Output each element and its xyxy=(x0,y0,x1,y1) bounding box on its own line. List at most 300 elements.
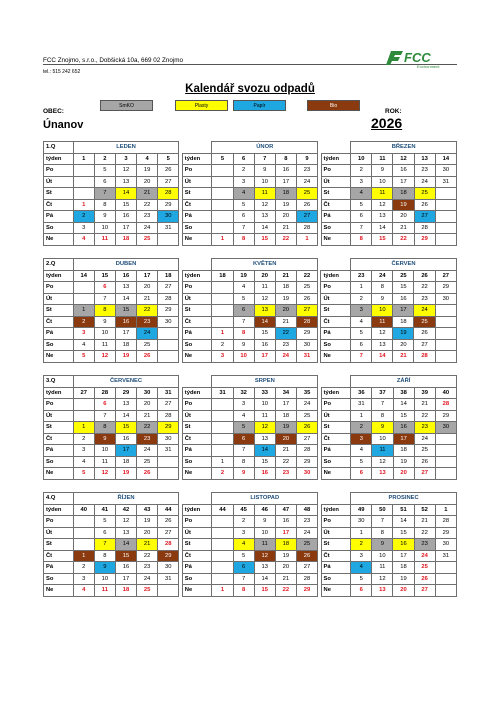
month-name: SRPEN xyxy=(212,376,318,388)
day-cell: 25 xyxy=(137,339,158,351)
day-cell: 14 xyxy=(115,188,136,200)
day-cell: 4 xyxy=(233,188,254,200)
table-row xyxy=(44,305,457,317)
day-label: So xyxy=(44,339,74,351)
week-number: 20 xyxy=(254,270,275,282)
day-cell: 4 xyxy=(351,188,372,200)
day-cell: 4 xyxy=(233,282,254,294)
day-cell: 1 xyxy=(351,527,372,539)
day-cell: 21 xyxy=(137,539,158,551)
day-cell: 23 xyxy=(414,539,435,551)
day-cell: 7 xyxy=(233,316,254,328)
week-number: 7 xyxy=(254,153,275,165)
legend-papir: Papír xyxy=(233,100,286,111)
day-cell: 8 xyxy=(233,456,254,468)
week-number: 41 xyxy=(94,504,115,516)
blank-cell xyxy=(182,142,212,154)
day-cell: 16 xyxy=(393,422,414,434)
day-cell: 23 xyxy=(414,293,435,305)
week-number: 21 xyxy=(275,270,296,282)
day-cell: 16 xyxy=(115,433,136,445)
quarter-table xyxy=(43,492,457,597)
day-cell: 10 xyxy=(372,550,393,562)
day-cell: 15 xyxy=(115,199,136,211)
day-cell: 14 xyxy=(372,351,393,363)
day-cell: 2 xyxy=(212,468,233,480)
day-cell: 27 xyxy=(296,433,317,445)
week-number: 42 xyxy=(115,504,136,516)
day-cell: 7 xyxy=(233,573,254,585)
day-cell: 17 xyxy=(254,351,275,363)
day-cell xyxy=(212,445,233,457)
day-cell: 22 xyxy=(275,234,296,246)
day-label: Út xyxy=(321,293,351,305)
day-cell: 3 xyxy=(233,399,254,411)
day-cell: 17 xyxy=(275,176,296,188)
table-row xyxy=(44,328,457,340)
week-number: 52 xyxy=(414,504,435,516)
day-label: Út xyxy=(44,527,74,539)
day-label: Út xyxy=(182,176,212,188)
day-label: St xyxy=(182,188,212,200)
day-cell: 18 xyxy=(115,456,136,468)
day-cell: 22 xyxy=(137,422,158,434)
day-label: So xyxy=(182,222,212,234)
day-label: Čt xyxy=(182,199,212,211)
week-number: 43 xyxy=(137,504,158,516)
day-cell: 1 xyxy=(73,305,94,317)
day-cell xyxy=(212,562,233,574)
day-cell xyxy=(212,433,233,445)
day-cell: 17 xyxy=(115,328,136,340)
day-cell: 11 xyxy=(254,410,275,422)
table-row xyxy=(44,468,457,480)
day-cell: 5 xyxy=(351,456,372,468)
day-cell: 7 xyxy=(94,293,115,305)
day-cell: 6 xyxy=(233,211,254,223)
day-cell: 23 xyxy=(137,433,158,445)
day-cell: 21 xyxy=(275,445,296,457)
day-cell: 31 xyxy=(158,222,179,234)
day-cell: 22 xyxy=(275,456,296,468)
quarter-label: 2.Q xyxy=(44,259,74,271)
day-cell: 16 xyxy=(275,165,296,177)
day-cell: 19 xyxy=(275,293,296,305)
day-cell: 20 xyxy=(393,339,414,351)
day-cell: 2 xyxy=(73,562,94,574)
day-cell: 21 xyxy=(393,351,414,363)
day-cell xyxy=(73,527,94,539)
day-cell: 12 xyxy=(115,165,136,177)
week-number: 18 xyxy=(212,270,233,282)
day-cell: 28 xyxy=(435,516,456,528)
day-cell: 3 xyxy=(351,176,372,188)
month-name: LEDEN xyxy=(73,142,179,154)
day-cell: 7 xyxy=(351,351,372,363)
day-cell: 19 xyxy=(393,573,414,585)
day-label: St xyxy=(44,422,74,434)
table-row xyxy=(44,456,457,468)
day-cell xyxy=(212,422,233,434)
day-cell: 30 xyxy=(351,516,372,528)
day-label: So xyxy=(321,573,351,585)
day-cell: 5 xyxy=(94,516,115,528)
day-cell: 5 xyxy=(233,199,254,211)
day-label: St xyxy=(44,188,74,200)
day-label: Po xyxy=(321,282,351,294)
day-cell: 27 xyxy=(158,176,179,188)
day-cell: 7 xyxy=(351,222,372,234)
day-cell: 30 xyxy=(158,562,179,574)
day-cell: 11 xyxy=(254,188,275,200)
day-cell: 11 xyxy=(94,234,115,246)
day-label: St xyxy=(182,539,212,551)
day-label: Po xyxy=(182,282,212,294)
day-cell: 9 xyxy=(372,293,393,305)
day-cell: 31 xyxy=(435,550,456,562)
day-cell: 15 xyxy=(393,282,414,294)
day-cell: 7 xyxy=(94,539,115,551)
day-cell: 19 xyxy=(275,550,296,562)
day-cell: 25 xyxy=(137,456,158,468)
day-cell: 21 xyxy=(275,222,296,234)
day-cell: 15 xyxy=(254,234,275,246)
day-cell: 12 xyxy=(115,516,136,528)
day-cell: 29 xyxy=(158,305,179,317)
day-cell: 13 xyxy=(372,339,393,351)
day-cell: 26 xyxy=(296,199,317,211)
week-number: 9 xyxy=(296,153,317,165)
day-cell: 27 xyxy=(414,585,435,597)
day-cell: 20 xyxy=(137,527,158,539)
day-cell: 14 xyxy=(254,316,275,328)
day-cell: 7 xyxy=(372,516,393,528)
day-cell: 3 xyxy=(73,328,94,340)
day-cell: 18 xyxy=(115,339,136,351)
day-label: Pá xyxy=(182,445,212,457)
day-cell: 1 xyxy=(351,282,372,294)
day-cell: 5 xyxy=(73,468,94,480)
week-label: týden xyxy=(321,504,351,516)
day-cell: 29 xyxy=(296,456,317,468)
table-row xyxy=(44,165,457,177)
day-cell: 29 xyxy=(435,527,456,539)
day-cell: 21 xyxy=(393,222,414,234)
day-cell xyxy=(73,188,94,200)
day-cell: 10 xyxy=(94,445,115,457)
blank-cell xyxy=(321,493,351,505)
day-cell: 1 xyxy=(73,422,94,434)
table-row xyxy=(44,585,457,597)
week-label: týden xyxy=(321,387,351,399)
day-cell: 22 xyxy=(393,234,414,246)
day-cell: 2 xyxy=(351,293,372,305)
day-cell: 25 xyxy=(414,445,435,457)
day-cell xyxy=(158,234,179,246)
day-cell: 28 xyxy=(296,222,317,234)
day-cell: 4 xyxy=(351,316,372,328)
blank-cell xyxy=(182,259,212,271)
day-cell xyxy=(73,399,94,411)
day-cell: 28 xyxy=(158,293,179,305)
day-cell: 20 xyxy=(137,176,158,188)
day-cell: 30 xyxy=(435,539,456,551)
day-cell: 8 xyxy=(233,234,254,246)
week-number: 46 xyxy=(254,504,275,516)
table-row xyxy=(44,176,457,188)
week-number: 1 xyxy=(435,504,456,516)
day-cell: 28 xyxy=(296,316,317,328)
week-label: týden xyxy=(44,504,74,516)
day-cell: 9 xyxy=(94,433,115,445)
day-label: So xyxy=(182,573,212,585)
week-label: týden xyxy=(182,387,212,399)
day-cell: 14 xyxy=(115,410,136,422)
day-cell: 11 xyxy=(372,316,393,328)
day-cell xyxy=(212,199,233,211)
day-cell: 30 xyxy=(296,339,317,351)
week-number: 31 xyxy=(212,387,233,399)
day-cell: 19 xyxy=(275,199,296,211)
day-label: Út xyxy=(182,410,212,422)
day-cell: 23 xyxy=(296,165,317,177)
day-cell: 24 xyxy=(414,305,435,317)
day-cell: 19 xyxy=(393,199,414,211)
day-label: Pá xyxy=(44,562,74,574)
day-label: St xyxy=(321,422,351,434)
day-label: Po xyxy=(44,516,74,528)
day-cell: 20 xyxy=(137,282,158,294)
day-cell: 11 xyxy=(372,562,393,574)
fcc-logo-icon xyxy=(386,47,444,69)
day-cell: 13 xyxy=(254,305,275,317)
day-cell: 28 xyxy=(296,573,317,585)
day-label: Pá xyxy=(44,445,74,457)
day-cell xyxy=(73,293,94,305)
logo-text: FCC xyxy=(404,50,431,65)
day-label: St xyxy=(321,188,351,200)
day-cell: 2 xyxy=(351,422,372,434)
day-cell: 11 xyxy=(94,456,115,468)
day-cell: 20 xyxy=(275,211,296,223)
day-cell: 19 xyxy=(137,516,158,528)
legend-smko: SmKO xyxy=(100,100,153,111)
day-label: Po xyxy=(182,165,212,177)
day-label: Pá xyxy=(44,328,74,340)
day-cell: 19 xyxy=(393,328,414,340)
day-cell: 2 xyxy=(73,316,94,328)
week-number: 22 xyxy=(296,270,317,282)
day-cell: 16 xyxy=(393,539,414,551)
page-title: Kalendář svozu odpadů xyxy=(185,83,315,95)
day-label: Čt xyxy=(321,316,351,328)
day-cell: 6 xyxy=(94,399,115,411)
day-label: Čt xyxy=(182,316,212,328)
day-cell: 6 xyxy=(94,282,115,294)
day-label: Čt xyxy=(44,433,74,445)
table-row xyxy=(44,234,457,246)
day-label: Pá xyxy=(44,211,74,223)
day-cell: 8 xyxy=(233,328,254,340)
day-cell xyxy=(212,222,233,234)
day-cell: 18 xyxy=(275,539,296,551)
day-cell: 18 xyxy=(275,282,296,294)
day-cell: 2 xyxy=(73,211,94,223)
day-cell: 14 xyxy=(393,399,414,411)
day-cell: 15 xyxy=(254,585,275,597)
day-cell: 25 xyxy=(296,282,317,294)
table-row xyxy=(44,433,457,445)
week-number: 16 xyxy=(115,270,136,282)
day-cell xyxy=(158,585,179,597)
week-number: 40 xyxy=(435,387,456,399)
month-name: ÚNOR xyxy=(212,142,318,154)
day-cell: 28 xyxy=(435,399,456,411)
month-name: ŘÍJEN xyxy=(73,493,179,505)
day-cell: 30 xyxy=(435,293,456,305)
day-label: So xyxy=(321,456,351,468)
day-cell xyxy=(435,351,456,363)
day-cell: 13 xyxy=(115,282,136,294)
day-cell: 27 xyxy=(296,562,317,574)
day-cell: 25 xyxy=(137,234,158,246)
day-label: Po xyxy=(321,516,351,528)
day-cell: 17 xyxy=(275,399,296,411)
day-cell: 7 xyxy=(94,410,115,422)
day-cell xyxy=(73,516,94,528)
day-label: Út xyxy=(44,293,74,305)
day-cell: 24 xyxy=(275,351,296,363)
day-cell: 31 xyxy=(435,176,456,188)
day-cell: 24 xyxy=(296,527,317,539)
day-cell: 27 xyxy=(296,211,317,223)
day-cell: 28 xyxy=(296,445,317,457)
day-label: Pá xyxy=(182,562,212,574)
week-number: 10 xyxy=(351,153,372,165)
day-cell: 10 xyxy=(254,527,275,539)
day-label: So xyxy=(182,339,212,351)
week-label: týden xyxy=(44,270,74,282)
day-cell: 2 xyxy=(351,165,372,177)
day-cell: 31 xyxy=(351,399,372,411)
day-cell: 30 xyxy=(435,165,456,177)
day-cell: 12 xyxy=(94,351,115,363)
day-cell: 25 xyxy=(414,316,435,328)
day-cell: 28 xyxy=(158,188,179,200)
day-cell: 10 xyxy=(94,328,115,340)
day-cell xyxy=(212,305,233,317)
day-cell: 11 xyxy=(94,339,115,351)
table-row xyxy=(44,445,457,457)
day-label: Čt xyxy=(321,550,351,562)
day-label: So xyxy=(182,456,212,468)
rok-label: ROK: xyxy=(385,108,402,115)
day-cell: 23 xyxy=(275,468,296,480)
month-name: ČERVENEC xyxy=(73,376,179,388)
day-cell: 11 xyxy=(254,539,275,551)
day-cell: 25 xyxy=(137,585,158,597)
day-label: St xyxy=(44,305,74,317)
table-row xyxy=(44,550,457,562)
day-cell: 26 xyxy=(296,293,317,305)
day-cell: 21 xyxy=(137,188,158,200)
day-label: Ne xyxy=(321,585,351,597)
month-name: BŘEZEN xyxy=(351,142,457,154)
day-cell: 18 xyxy=(275,188,296,200)
day-cell: 20 xyxy=(393,211,414,223)
day-cell: 17 xyxy=(393,305,414,317)
day-cell xyxy=(73,165,94,177)
day-cell: 6 xyxy=(233,305,254,317)
day-cell: 5 xyxy=(73,351,94,363)
day-cell xyxy=(435,562,456,574)
week-number: 50 xyxy=(372,504,393,516)
day-cell: 24 xyxy=(137,328,158,340)
day-cell: 6 xyxy=(233,562,254,574)
quarter-table xyxy=(43,141,457,246)
day-cell: 30 xyxy=(158,316,179,328)
day-cell: 2 xyxy=(351,539,372,551)
week-label: týden xyxy=(182,270,212,282)
day-cell: 29 xyxy=(296,585,317,597)
day-label: Čt xyxy=(44,316,74,328)
day-cell: 24 xyxy=(137,222,158,234)
day-cell: 23 xyxy=(137,316,158,328)
day-cell: 3 xyxy=(351,550,372,562)
day-cell: 13 xyxy=(372,585,393,597)
week-number: 28 xyxy=(94,387,115,399)
day-cell: 27 xyxy=(158,399,179,411)
day-cell: 12 xyxy=(254,199,275,211)
day-cell: 16 xyxy=(254,339,275,351)
quarter-label: 1.Q xyxy=(44,142,74,154)
day-cell: 18 xyxy=(393,316,414,328)
day-cell: 16 xyxy=(115,562,136,574)
day-cell: 1 xyxy=(351,410,372,422)
day-cell: 21 xyxy=(137,293,158,305)
day-cell: 17 xyxy=(393,550,414,562)
day-cell xyxy=(212,165,233,177)
day-cell: 7 xyxy=(233,222,254,234)
day-cell: 15 xyxy=(393,527,414,539)
day-cell: 29 xyxy=(158,550,179,562)
day-cell: 12 xyxy=(372,328,393,340)
day-label: Pá xyxy=(321,211,351,223)
day-cell: 5 xyxy=(351,199,372,211)
day-cell xyxy=(73,539,94,551)
day-cell: 30 xyxy=(296,468,317,480)
week-number: 19 xyxy=(233,270,254,282)
day-cell xyxy=(212,293,233,305)
company-address: FCC Znojmo, s.r.o., Dobšická 10a, 669 02 Znojmo xyxy=(43,57,183,64)
table-row xyxy=(44,211,457,223)
day-cell: 21 xyxy=(414,399,435,411)
day-cell: 13 xyxy=(115,176,136,188)
day-cell: 22 xyxy=(414,282,435,294)
week-number: 48 xyxy=(296,504,317,516)
obec-label: OBEC: xyxy=(43,108,64,115)
day-cell: 9 xyxy=(94,562,115,574)
day-cell xyxy=(435,211,456,223)
table-row xyxy=(44,422,457,434)
day-label: Pá xyxy=(321,328,351,340)
month-name: KVĚTEN xyxy=(212,259,318,271)
day-cell: 15 xyxy=(393,410,414,422)
day-cell: 9 xyxy=(94,316,115,328)
day-cell: 14 xyxy=(254,222,275,234)
day-cell: 28 xyxy=(158,539,179,551)
day-cell: 20 xyxy=(137,399,158,411)
